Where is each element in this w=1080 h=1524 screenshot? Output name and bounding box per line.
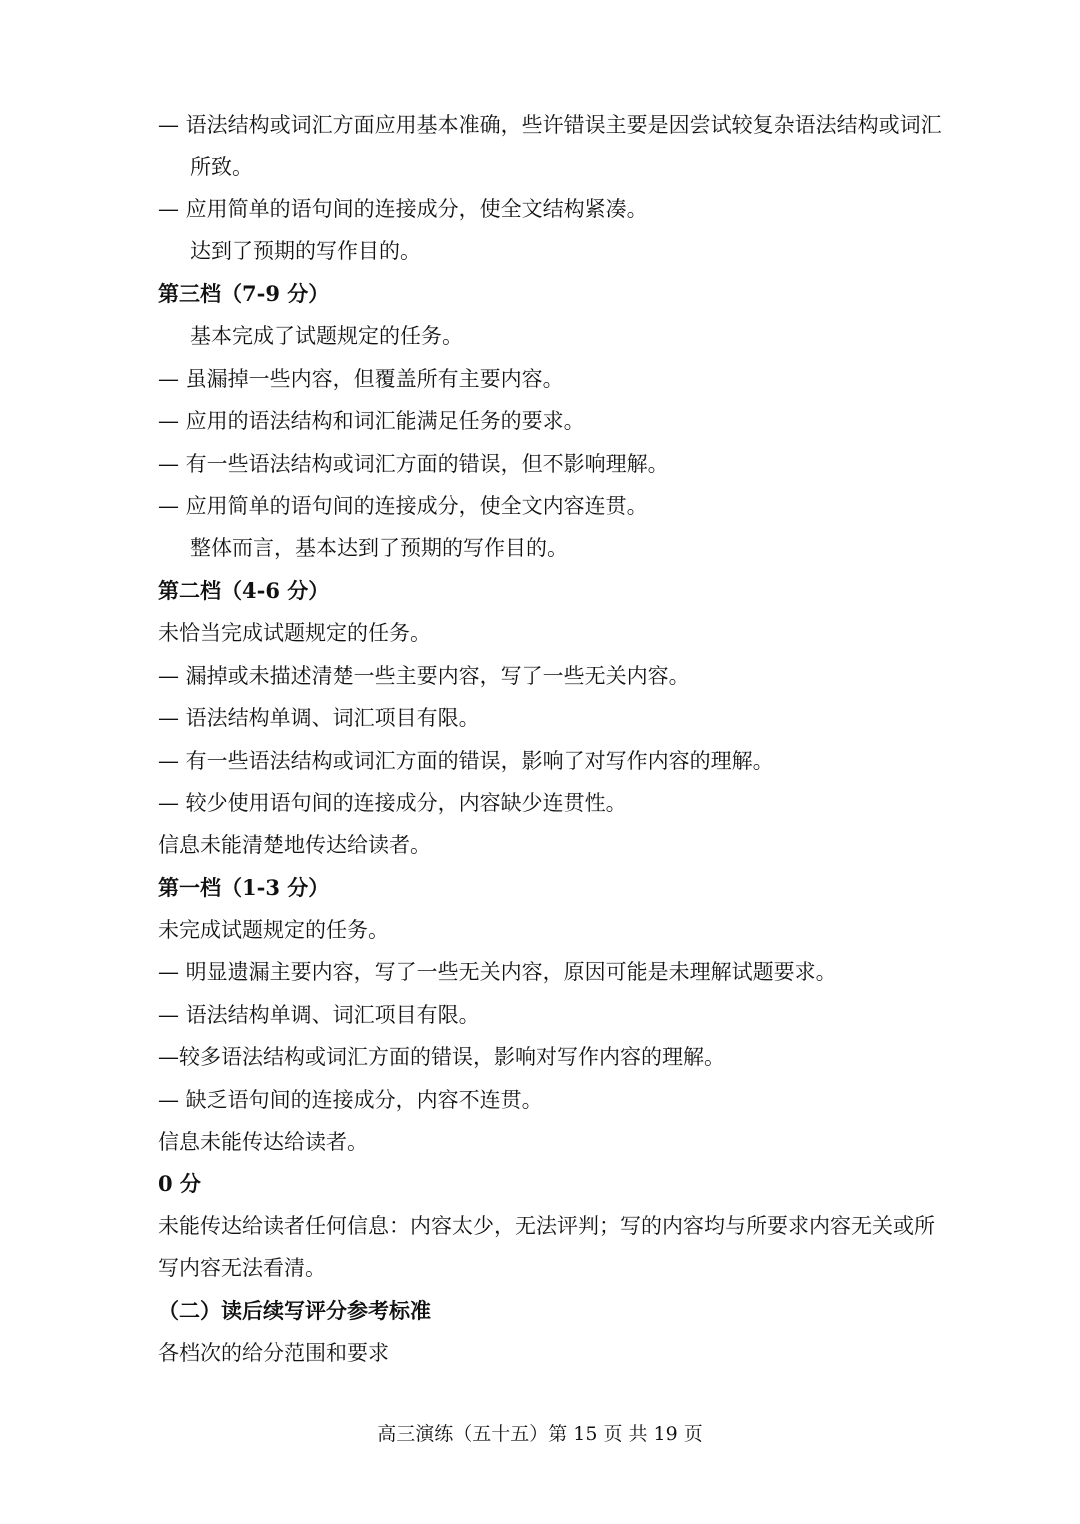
criterion-line: — 应用简单的语句间的连接成分，使全文内容连贯。 [158, 494, 648, 518]
page-footer: 高三演练（五十五）第 15 页 共 19 页 [377, 1423, 703, 1445]
summary-line: 信息未能传达给读者。 [158, 1130, 368, 1154]
section-intro: 各档次的给分范围和要求 [158, 1341, 389, 1365]
criterion-line: — 有一些语法结构或词汇方面的错误，但不影响理解。 [158, 452, 669, 476]
summary-line: 整体而言，基本达到了预期的写作目的。 [190, 536, 568, 560]
criterion-line: — 应用简单的语句间的连接成分，使全文结构紧凑。 [158, 197, 648, 221]
criterion-line: — 有一些语法结构或词汇方面的错误，影响了对写作内容的理解。 [158, 749, 774, 773]
grade-intro-continuation: 写内容无法看清。 [158, 1256, 326, 1280]
criterion-line: — 语法结构单调、词汇项目有限。 [158, 1003, 480, 1027]
grade-intro: 未恰当完成试题规定的任务。 [158, 621, 431, 645]
criterion-line: — 漏掉或未描述清楚一些主要内容，写了一些无关内容。 [158, 664, 690, 688]
grade-heading-3: 第三档（7-9 分） [158, 281, 330, 306]
criterion-line: —较多语法结构或词汇方面的错误，影响对写作内容的理解。 [158, 1045, 725, 1069]
section-heading: （二）读后续写评分参考标准 [158, 1298, 431, 1323]
criterion-line: — 虽漏掉一些内容，但覆盖所有主要内容。 [158, 367, 564, 391]
summary-line: 达到了预期的写作目的。 [190, 239, 421, 263]
grade-heading-1: 第一档（1-3 分） [158, 875, 330, 900]
criterion-line: — 语法结构单调、词汇项目有限。 [158, 706, 480, 730]
grade-intro: 未完成试题规定的任务。 [158, 918, 389, 942]
criterion-line: — 较少使用语句间的连接成分，内容缺少连贯性。 [158, 791, 627, 815]
criterion-line: — 缺乏语句间的连接成分，内容不连贯。 [158, 1088, 543, 1112]
criterion-continuation: 所致。 [190, 155, 253, 179]
grade-intro: 未能传达给读者任何信息：内容太少，无法评判；写的内容均与所要求内容无关或所 [158, 1214, 935, 1238]
grade-heading-0: 0 分 [158, 1171, 201, 1196]
summary-line: 信息未能清楚地传达给读者。 [158, 833, 431, 857]
grade-intro: 基本完成了试题规定的任务。 [190, 324, 463, 348]
grade-heading-2: 第二档（4-6 分） [158, 578, 330, 603]
criterion-line: — 应用的语法结构和词汇能满足任务的要求。 [158, 409, 585, 433]
criterion-line: — 明显遗漏主要内容，写了一些无关内容，原因可能是未理解试题要求。 [158, 960, 837, 984]
criterion-line: — 语法结构或词汇方面应用基本准确，些许错误主要是因尝试较复杂语法结构或词汇 [158, 113, 942, 137]
